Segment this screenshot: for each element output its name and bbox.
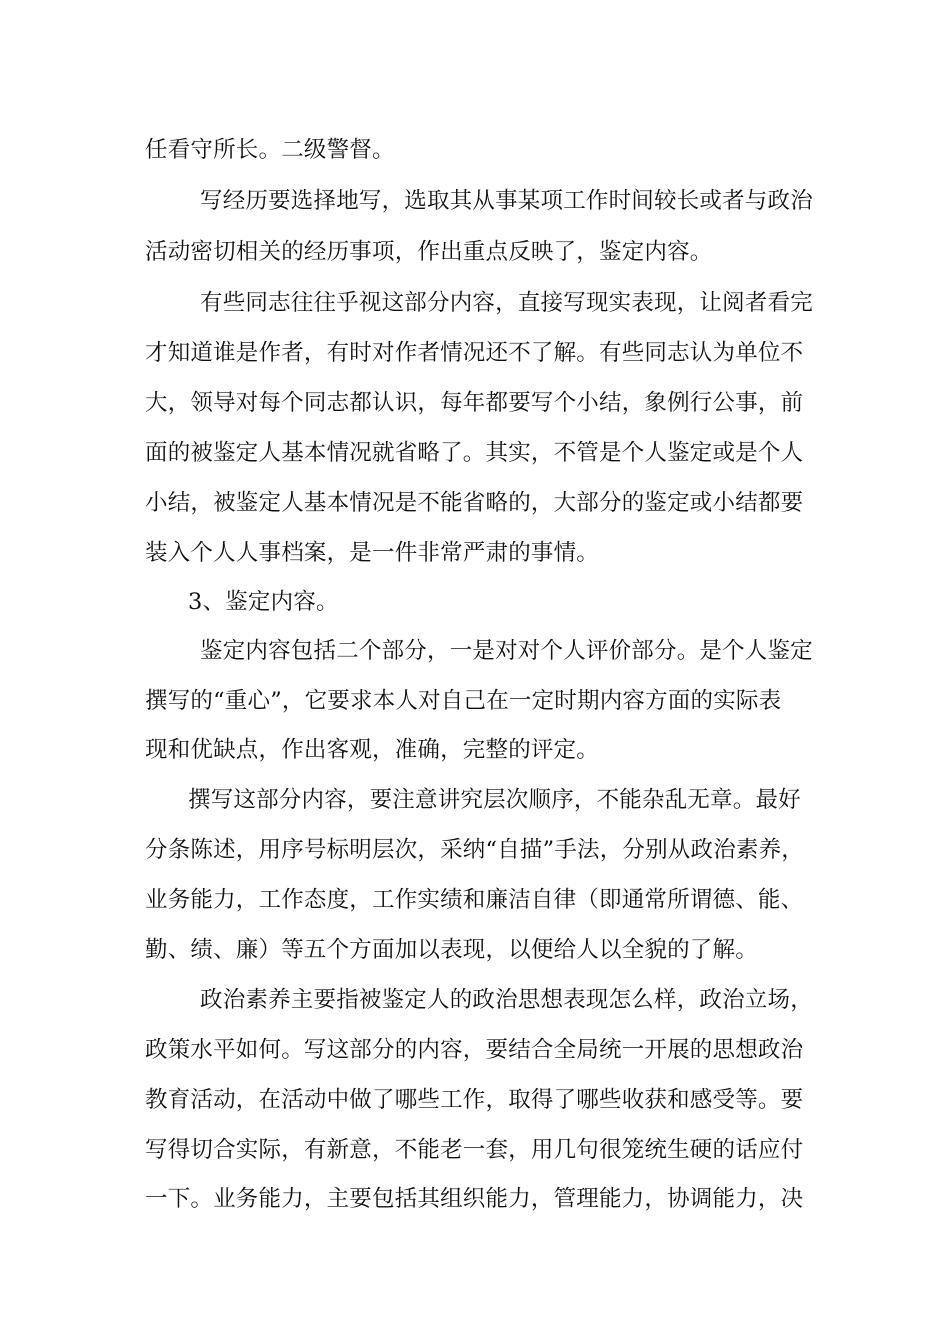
text-line: 大，领导对每个同志都认识，每年都要写个小结，象例行公事，前: [145, 390, 804, 416]
text-line: 才知道谁是作者，有时对作者情况还不了解。有些同志认为单位不: [145, 340, 804, 366]
text-line: 政策水平如何。写这部分的内容，要结合全局统一开展的思想政治: [145, 1037, 804, 1063]
text-line: 现和优缺点，作出客观，准确，完整的评定。: [145, 737, 600, 763]
section-heading: 3、鉴定内容。: [188, 589, 339, 615]
text-line: 政治素养主要指被鉴定人的政治思想表现怎么样，政治立场，: [200, 987, 813, 1013]
text-line: 有些同志往往乎视这部分内容，直接写现实表现，让阅者看完: [200, 290, 813, 316]
text-line: 一下。业务能力，主要包括其组织能力，管理能力，协调能力，决: [145, 1186, 804, 1212]
text-line: 写经历要选择地写，选取其从事某项工作时间较长或者与政治: [200, 188, 813, 214]
text-line: 面的被鉴定人基本情况就省略了。其实，不管是个人鉴定或是个人: [145, 440, 804, 466]
text-line: 鉴定内容包括二个部分，一是对对个人评价部分。是个人鉴定: [200, 638, 813, 664]
text-line: 勤、绩、廉）等五个方面加以表现，以便给人以全貌的了解。: [145, 937, 758, 963]
text-line: 教育活动，在活动中做了哪些工作，取得了哪些收获和感受等。要: [145, 1087, 804, 1113]
text-line: 活动密切相关的经历事项，作出重点反映了，鉴定内容。: [145, 239, 713, 265]
text-line: 小结，被鉴定人基本情况是不能省略的，大部分的鉴定或小结都要: [145, 490, 804, 516]
text-line: 装入个人人事档案，是一件非常严肃的事情。: [145, 540, 600, 566]
text-line: 撰写这部分内容，要注意讲究层次顺序，不能杂乱无章。最好: [188, 787, 801, 813]
text-line: 分条陈述，用序号标明层次，采纳“自描”手法，分别从政治素养，: [145, 837, 805, 863]
text-line: 撰写的“重心”，它要求本人对自己在一定时期内容方面的实际表: [145, 688, 782, 714]
text-line: 写得切合实际，有新意，不能老一套，用几句很笼统生硬的话应付: [145, 1137, 804, 1163]
text-line: 业务能力，工作态度，工作实绩和廉洁自律（即通常所谓德、能、: [145, 887, 804, 913]
text-line: 任看守所长。二级警督。: [145, 137, 395, 163]
